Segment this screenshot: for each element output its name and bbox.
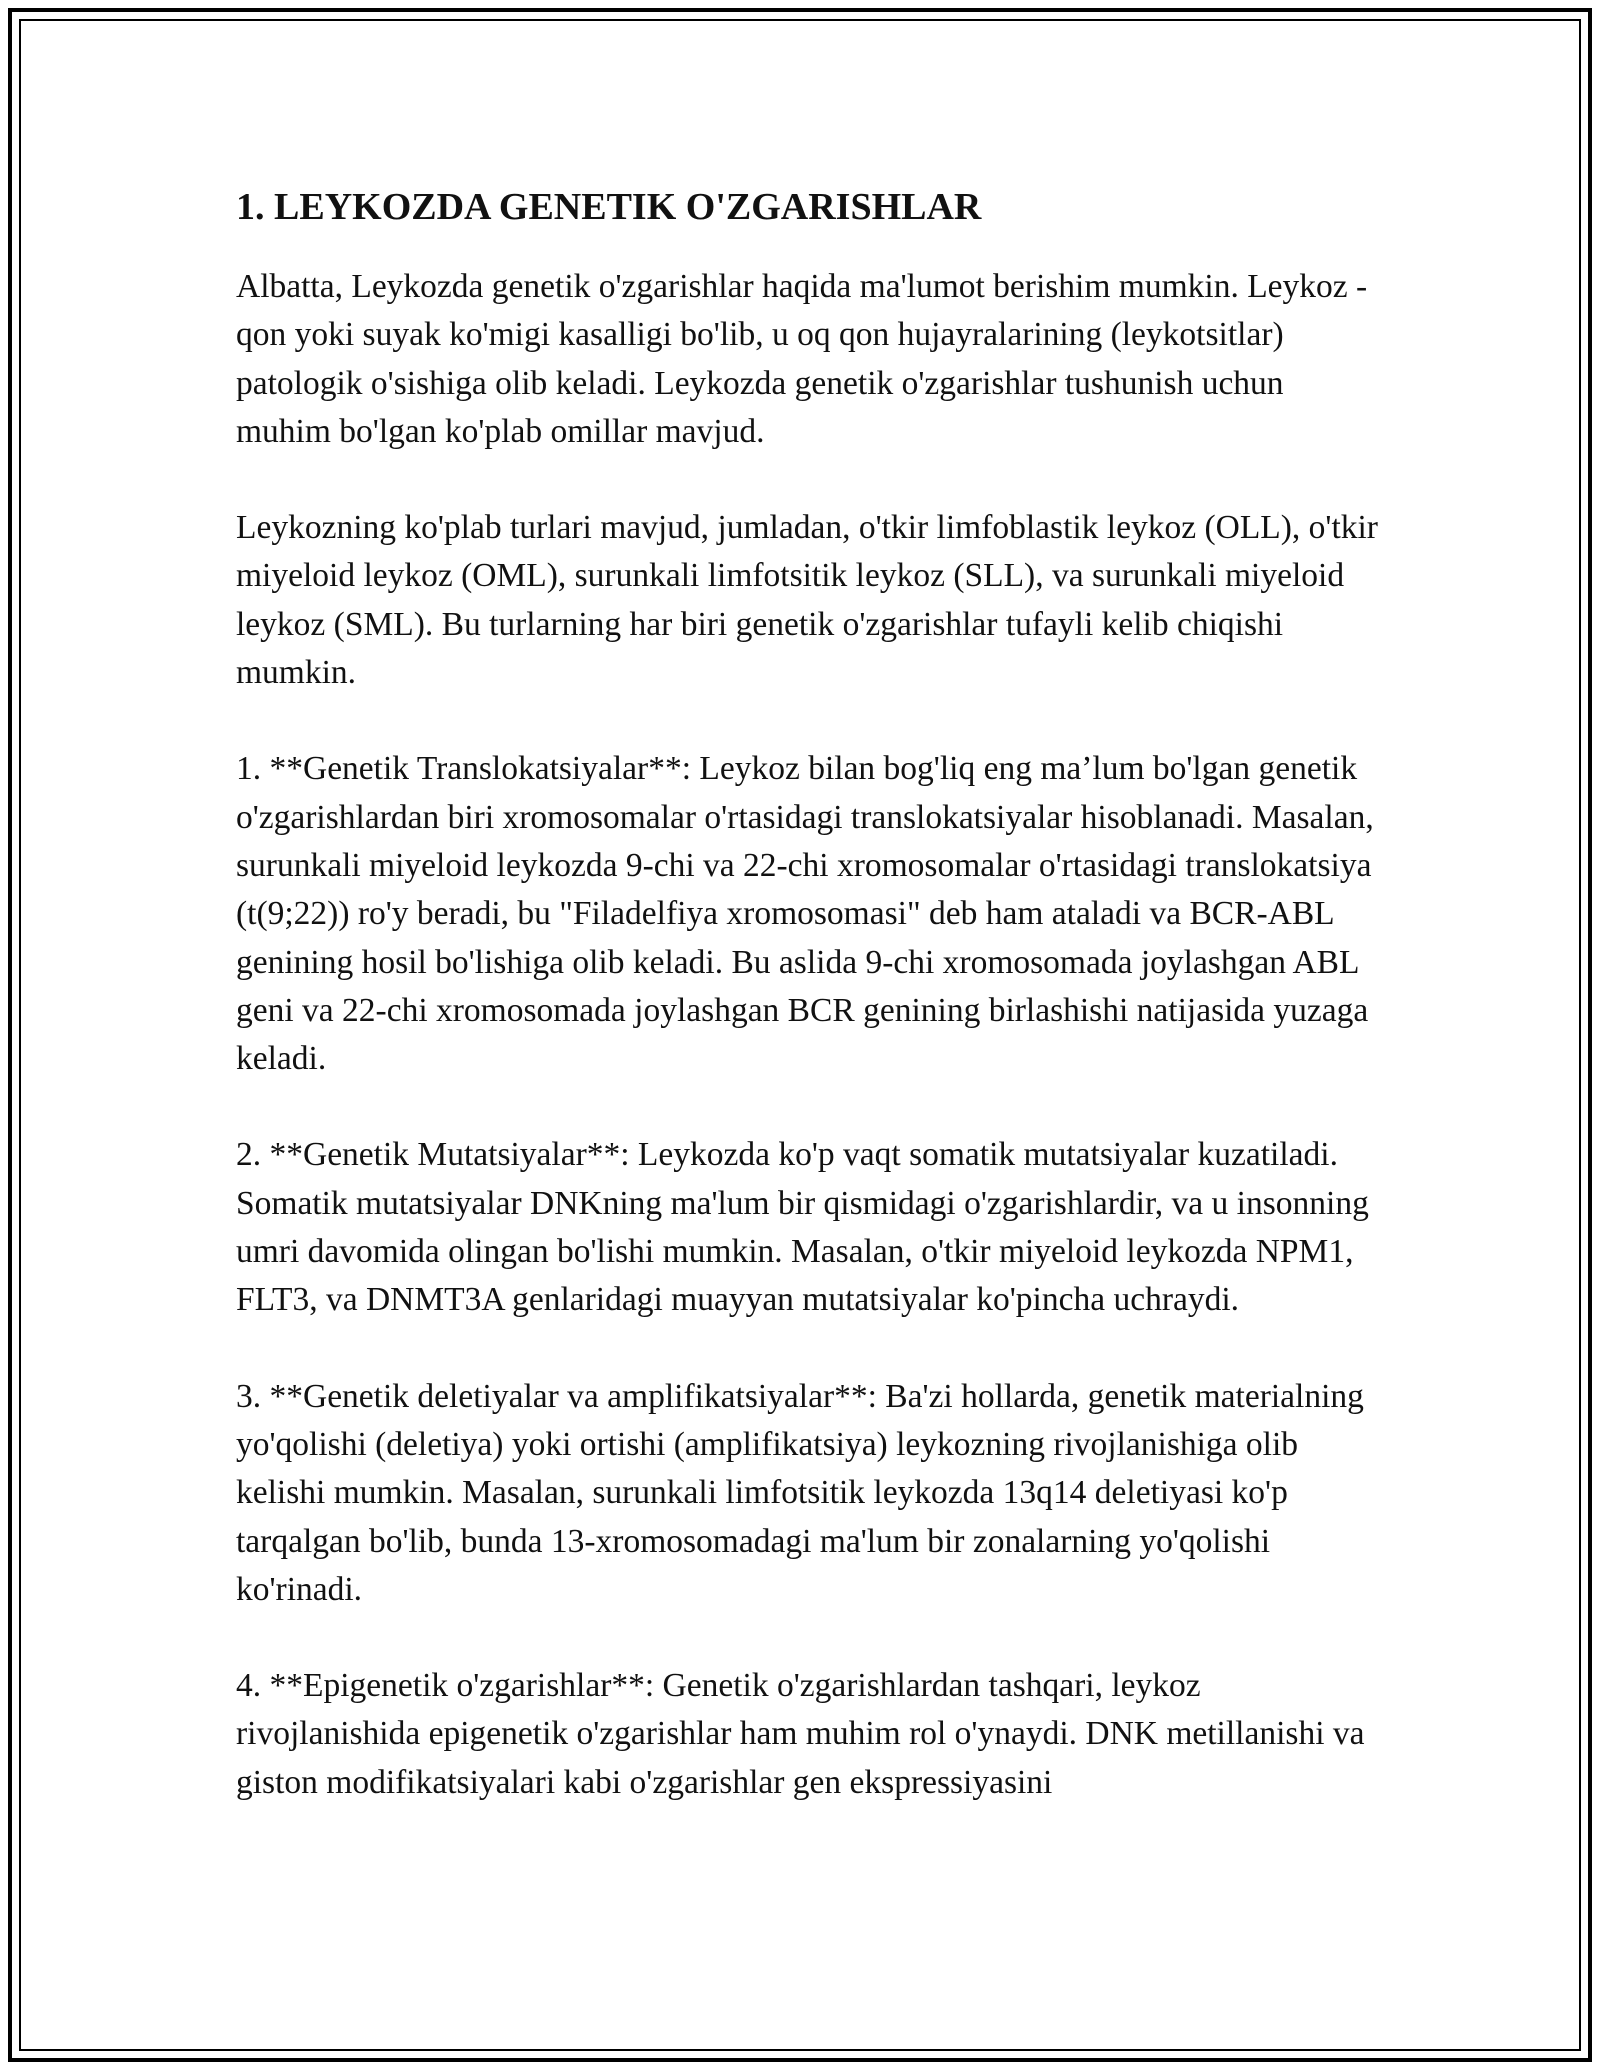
- paragraph-intro: Albatta, Leykozda genetik o'zgarishlar haqida ma'lumot berishim mumkin. Leykoz - qon yoki suyak ko'migi kasalligi bo'lib, u oq qon hujayralarining (leykotsitlar) patologik o'sishiga olib keladi. Leykozda genetik o'zgarishlar tushunish uchun muhim bo'lgan ko'plab omillar mavjud.: [236, 268, 1368, 450]
- paragraph-epigenetic: 4. **Epigenetik o'zgarishlar**: Genetik o'zgarishlardan tashqari, leykoz rivojlanishida epigenetik o'zgarishlar ham muhim rol o'ynaydi. DNK metillanishi va giston modifikatsiyalari kabi o'zgarishlar gen ekspressiyasini: [236, 1667, 1365, 1801]
- paragraph-translocations: 1. **Genetik Translokatsiyalar**: Leykoz bilan bog'liq eng ma’lum bo'lgan genetik o'zgarishlardan biri xromosomalar o'rtasidagi translokatsiyalar hisoblanadi. Masalan, surunkali miyeloid leykozda 9-chi va 22-chi xromosomalar o'rtasidagi translokatsiya (t(9;22)) ro'y beradi, bu "Filadelfiya xromosomasi" deb ham ataladi va BCR-ABL genining hosil bo'lishiga olib keladi. Bu aslida 9-chi xromosomada joylashgan ABL geni va 22-chi xromosomada joylashgan BCR genining birlashishi natijasida yuzaga keladi.: [236, 750, 1374, 1078]
- paragraph-types: Leykozning ko'plab turlari mavjud, jumladan, o'tkir limfoblastik leykoz (OLL), o'tkir miyeloid leykoz (OML), surunkali limfotsitik leykoz (SLL), va surunkali miyeloid leykoz (SML). Bu turlarning har biri genetik o'zgarishlar tufayli kelib chiqishi mumkin.: [236, 509, 1378, 692]
- paragraph-deletions: 3. **Genetik deletiyalar va amplifikatsiyalar**: Ba'zi hollarda, genetik materialning yo'qolishi (deletiya) yoki ortishi (amplifikatsiya) leykozning rivojlanishiga olib kelishi mumkin. Masalan, surunkali limfotsitik leykozda 13q14 deletiyasi ko'p tarqalgan bo'lib, bunda 13-xromosomadagi ma'lum bir zonalarning yo'qolishi ko'rinadi.: [236, 1377, 1364, 1608]
- page-title: 1. LEYKOZDA GENETIK O'ZGARISHLAR: [236, 186, 982, 228]
- paragraph-mutations: 2. **Genetik Mutatsiyalar**: Leykozda ko'p vaqt somatik mutatsiyalar kuzatiladi. Somatik mutatsiyalar DNKning ma'lum bir qismidagi o'zgarishlardir, va u insonning umri davomida olingan bo'lishi mumkin. Masalan, o'tkir miyeloid leykozda NPM1, FLT3, va DNMT3A genlaridagi muayyan mutatsiyalar ko'pincha uchraydi.: [236, 1136, 1369, 1319]
- document-body: [236, 183, 1386, 1807]
